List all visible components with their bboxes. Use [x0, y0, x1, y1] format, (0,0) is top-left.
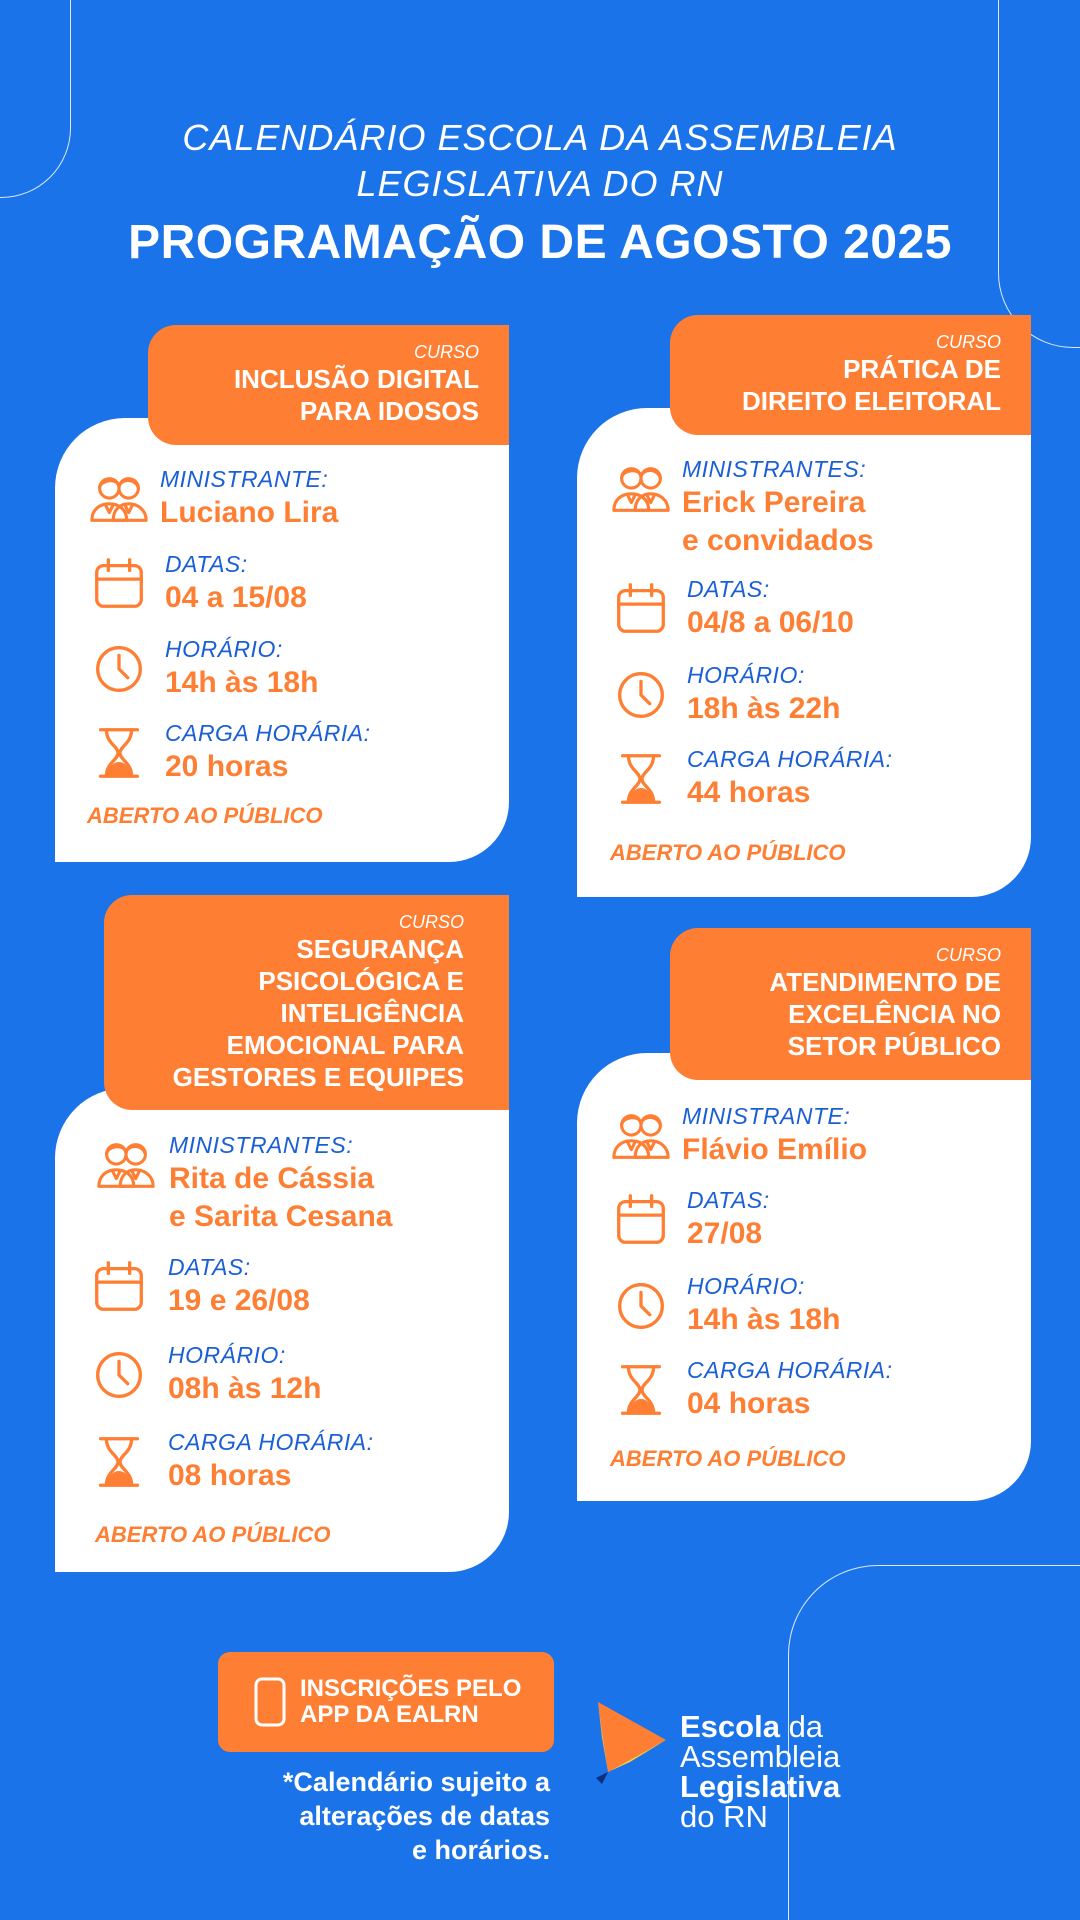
logo-word-legislativa: Legislativa: [680, 1769, 841, 1804]
clock-icon: [610, 1275, 672, 1337]
course-title-line: INTELIGÊNCIA: [280, 998, 464, 1028]
datas-label: DATAS:: [165, 551, 248, 577]
course-title-line: ATENDIMENTO DE: [769, 967, 1001, 997]
open-to-public-label: ABERTO AO PÚBLICO: [87, 803, 323, 828]
page-header: [0, 115, 1080, 271]
datas-row: [610, 574, 854, 642]
disclaimer-line3: e horários.: [411, 1835, 550, 1865]
carga-label: CARGA HORÁRIA:: [687, 746, 893, 772]
datas-label: DATAS:: [687, 1187, 770, 1213]
course-title-line: EXCELÊNCIA NO: [788, 999, 1001, 1029]
ealrn-logo-text: [680, 1709, 841, 1834]
course-title-line: SEGURANÇA: [296, 934, 464, 964]
horario-label: HORÁRIO:: [168, 1342, 286, 1368]
disclaimer-line1: *Calendário sujeito a: [282, 1767, 550, 1797]
course-title-line: INCLUSÃO DIGITAL: [233, 364, 479, 394]
people-icon: [610, 1105, 672, 1167]
open-to-public-label: ABERTO AO PÚBLICO: [610, 840, 846, 865]
open-to-public-label: ABERTO AO PÚBLICO: [610, 1446, 846, 1471]
calendar-icon: [610, 1189, 672, 1251]
course-kicker: CURSO: [935, 945, 1001, 965]
ministrante-value: e convidados: [682, 524, 874, 557]
clock-icon: [88, 1344, 150, 1406]
ministrante-value: Flávio Emílio: [682, 1133, 868, 1166]
horario-label: HORÁRIO:: [687, 1273, 805, 1299]
hourglass-icon: [88, 722, 150, 784]
course-title-line: PRÁTICA DE: [843, 354, 1001, 384]
course-title-tab: [670, 315, 1031, 435]
app-button-label: [300, 1676, 521, 1728]
open-to-public-label: ABERTO AO PÚBLICO: [95, 1522, 331, 1547]
carga-label: CARGA HORÁRIA:: [165, 720, 371, 746]
disclaimer-line2: alterações de datas: [299, 1801, 550, 1831]
ministrante-value: Erick Pereira: [682, 486, 866, 519]
course-kicker: CURSO: [398, 912, 464, 932]
datas-row: [88, 549, 307, 617]
datas-row: [610, 1185, 770, 1253]
course-title-line: PARA IDOSOS: [299, 396, 479, 426]
datas-value: 04 a 15/08: [165, 581, 307, 614]
carga-value: 44 horas: [687, 776, 811, 809]
smartphone-icon: [254, 1677, 286, 1727]
course-title-line: DIREITO ELEITORAL: [741, 386, 1001, 416]
carga-label: CARGA HORÁRIA:: [687, 1357, 893, 1383]
schedule-disclaimer: [180, 1765, 550, 1867]
logo-word-da: da: [779, 1709, 824, 1744]
horario-value: 14h às 18h: [165, 666, 319, 699]
carga-row: [610, 744, 893, 812]
page-title: PROGRAMAÇÃO DE AGOSTO 2025: [128, 216, 952, 269]
datas-label: DATAS:: [168, 1254, 251, 1280]
carga-value: 04 horas: [687, 1387, 811, 1420]
datas-value: 04/8 a 06/10: [687, 606, 854, 639]
ministrante-value: Rita de Cássia: [169, 1162, 375, 1195]
carga-value: 08 horas: [168, 1459, 292, 1492]
calendar-icon: [610, 578, 672, 640]
carga-row: [88, 1427, 374, 1495]
horario-label: HORÁRIO:: [687, 662, 805, 688]
carga-row: [88, 718, 371, 786]
people-icon: [95, 1134, 157, 1196]
hourglass-icon: [610, 1359, 672, 1421]
header-subtitle-line1: CALENDÁRIO ESCOLA DA ASSEMBLEIA: [182, 117, 898, 158]
carga-label: CARGA HORÁRIA:: [168, 1429, 374, 1455]
logo-word-assembleia: Assembleia: [680, 1739, 841, 1774]
datas-label: DATAS:: [687, 576, 770, 602]
course-title-line: GESTORES E EQUIPES: [172, 1062, 464, 1092]
course-kicker: CURSO: [935, 332, 1001, 352]
clock-icon: [88, 638, 150, 700]
calendar-icon: [88, 553, 150, 615]
ministrante-label: MINISTRANTES:: [169, 1132, 354, 1158]
horario-row: [88, 1340, 321, 1408]
header-subtitle-line2: LEGISLATIVA DO RN: [356, 163, 724, 204]
app-registration-button[interactable]: [218, 1652, 554, 1752]
course-title-tab: [670, 928, 1031, 1080]
clock-icon: [610, 664, 672, 726]
ministrante-row: [95, 1130, 392, 1236]
calendar-icon: [88, 1256, 150, 1318]
course-title-line: EMOCIONAL PARA: [226, 1030, 464, 1060]
ministrante-row: [88, 464, 338, 532]
course-kicker: CURSO: [413, 342, 479, 362]
people-icon: [88, 468, 150, 530]
horario-row: [610, 660, 840, 728]
course-title-line: PSICOLÓGICA E: [258, 966, 464, 996]
horario-row: [610, 1271, 840, 1339]
app-button-label-line1: INSCRIÇÕES PELO: [300, 1675, 522, 1702]
horario-value: 08h às 12h: [168, 1372, 322, 1405]
people-icon: [610, 458, 672, 520]
ministrante-label: MINISTRANTE:: [682, 1103, 851, 1129]
ealrn-logo-icon: [594, 1700, 668, 1784]
course-title-line: SETOR PÚBLICO: [787, 1031, 1001, 1061]
logo-word-escola: Escola: [680, 1709, 780, 1744]
course-title-tab: [104, 895, 509, 1110]
course-title-tab: [148, 325, 509, 445]
logo-word-do-rn: do RN: [680, 1799, 768, 1834]
horario-value: 18h às 22h: [687, 692, 841, 725]
ministrante-row: [610, 454, 874, 560]
ministrante-value: e Sarita Cesana: [169, 1200, 393, 1233]
horario-label: HORÁRIO:: [165, 636, 283, 662]
hourglass-icon: [610, 748, 672, 810]
datas-value: 27/08: [687, 1217, 763, 1250]
datas-value: 19 e 26/08: [168, 1284, 310, 1317]
horario-value: 14h às 18h: [687, 1303, 841, 1336]
carga-row: [610, 1355, 893, 1423]
horario-row: [88, 634, 318, 702]
ministrante-row: [610, 1101, 867, 1169]
datas-row: [88, 1252, 310, 1320]
hourglass-icon: [88, 1431, 150, 1493]
ministrante-value: Luciano Lira: [160, 496, 339, 529]
ministrante-label: MINISTRANTES:: [682, 456, 867, 482]
carga-value: 20 horas: [165, 750, 289, 783]
ministrante-label: MINISTRANTE:: [160, 466, 329, 492]
app-button-label-line2: APP DA EALRN: [300, 1701, 479, 1728]
